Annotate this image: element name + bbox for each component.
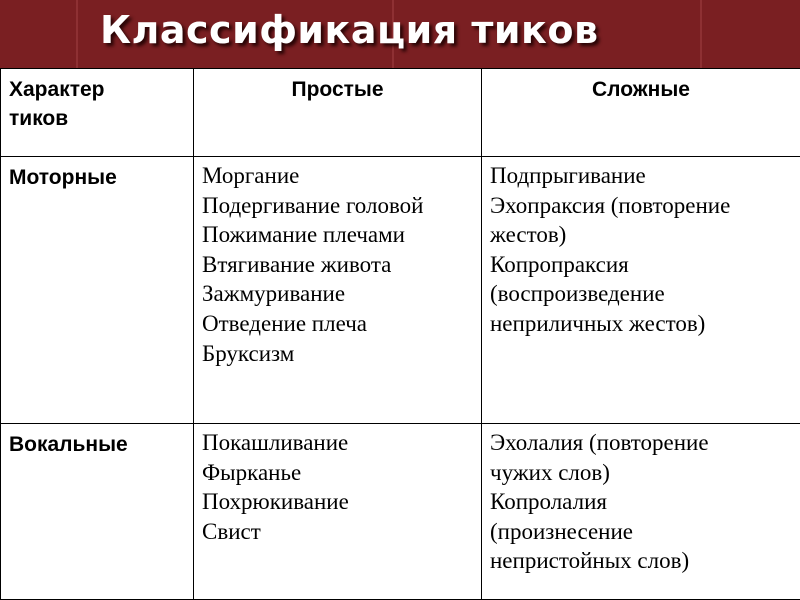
- list-item: Втягивание живота: [202, 251, 392, 277]
- header-simple: Простые: [194, 69, 482, 157]
- slide-title: Классификация тиков: [100, 8, 599, 52]
- header-character-line: Характер: [9, 78, 105, 101]
- motor-simple-list: [194, 157, 482, 424]
- header-character: [1, 69, 194, 157]
- title-bar-stripe: [76, 0, 78, 68]
- list-item: Свист: [202, 518, 261, 544]
- title-bar: [0, 0, 800, 68]
- row-label-motor: Моторные: [1, 157, 194, 424]
- list-item: Копролалия: [490, 489, 607, 515]
- header-complex: Сложные: [482, 69, 800, 157]
- list-item: Эхолалия (повторение: [490, 430, 709, 455]
- list-item: Копропраксия: [490, 251, 629, 277]
- list-item: Покашливание: [202, 430, 349, 455]
- list-item: неприличных жестов): [490, 310, 706, 336]
- table-row-motor: [1, 157, 800, 424]
- list-item: Бруксизм: [202, 340, 295, 366]
- motor-complex-list: [482, 157, 800, 424]
- list-item: Подергивание головой: [202, 192, 424, 218]
- vocal-complex-list: [482, 424, 800, 600]
- tics-classification-table: [0, 68, 800, 600]
- header-character-line: тиков: [9, 107, 69, 130]
- list-item: Моргание: [202, 163, 300, 188]
- title-bar-stripe: [700, 0, 702, 68]
- list-item: (воспроизведение: [490, 281, 665, 307]
- list-item: жестов): [490, 222, 567, 248]
- vocal-simple-list: [194, 424, 482, 600]
- list-item: Отведение плеча: [202, 310, 367, 336]
- list-item: Пожимание плечами: [202, 222, 405, 248]
- list-item: Фырканье: [202, 459, 302, 485]
- list-item: чужих слов): [490, 459, 610, 485]
- row-label-vocal: Вокальные: [1, 424, 194, 600]
- table-header-row: [1, 69, 800, 157]
- list-item: Похрюкивание: [202, 489, 349, 515]
- list-item: (произнесение: [490, 518, 633, 544]
- list-item: Зажмуривание: [202, 281, 346, 307]
- list-item: Подпрыгивание: [490, 163, 646, 188]
- list-item: Эхопраксия (повторение: [490, 192, 731, 218]
- list-item: непристойных слов): [490, 548, 690, 574]
- table-row-vocal: [1, 424, 800, 600]
